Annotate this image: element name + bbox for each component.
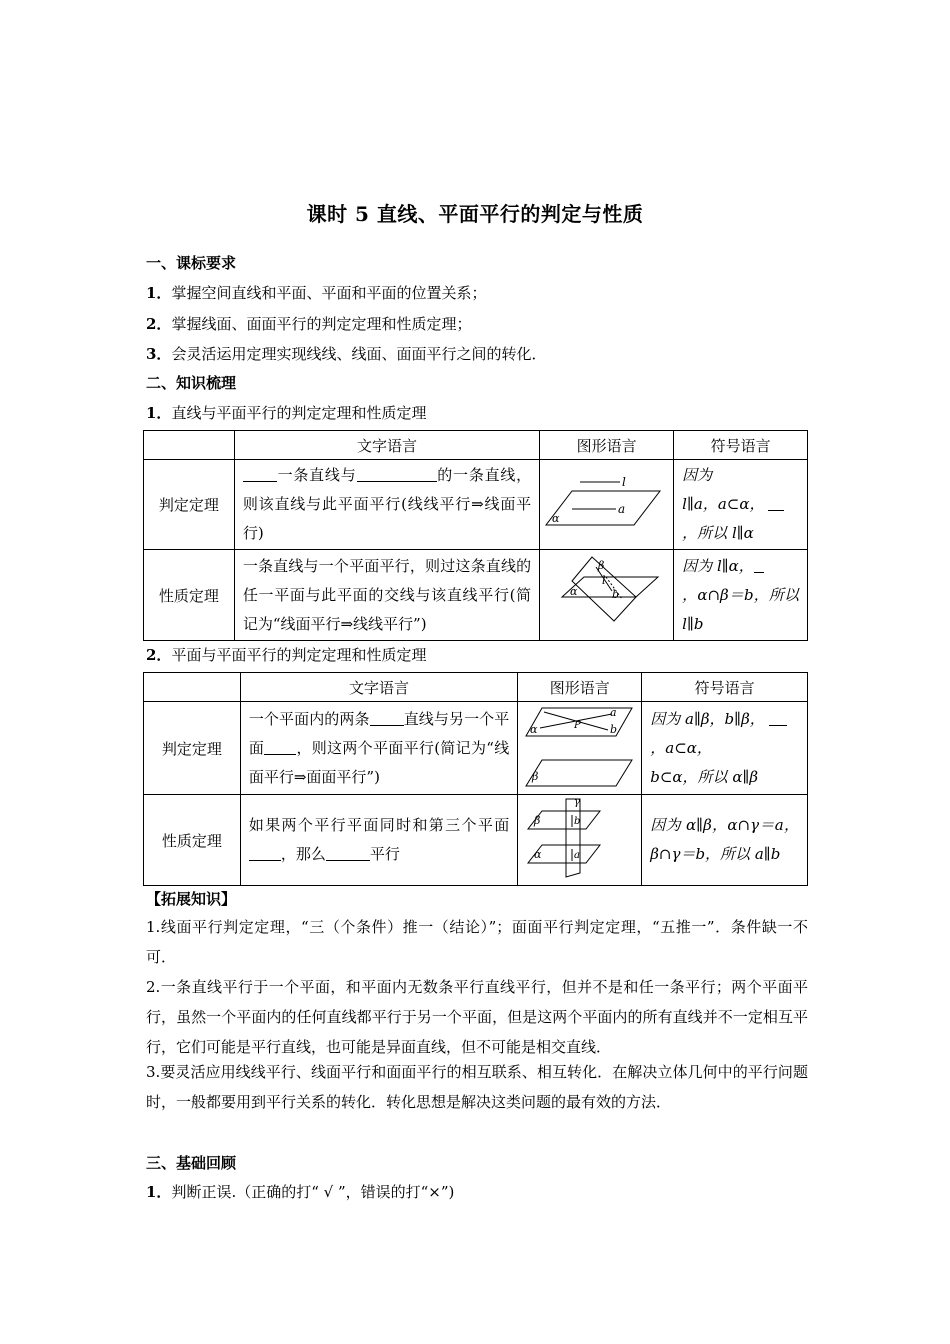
header-figure-language: 图形语言 bbox=[540, 431, 674, 460]
label-alpha: α bbox=[569, 585, 578, 598]
item-number: 3． bbox=[146, 345, 172, 363]
section-heading-standards: 一、课标要求 bbox=[146, 254, 237, 272]
theorem-text: 一条直线与一个平面平行，则过这条直线的任一平面与此平面的交线与该直线平行(简记为“线面平行⇒线线平行”) bbox=[234, 550, 539, 641]
extension-paragraph-2: 2.一条直线平行于一个平面，和平面内无数条平行直线平行，但并不是和任一条平行；两个平面平行，虽然一个平面内的任何直线都平行于另一个平面，但是这两个平面内的所有直线并不一定相互平行，它们可能是平行直线，也可能是异面直线，但不可能是相交直线． bbox=[146, 978, 808, 1056]
row-label: 性质定理 bbox=[144, 550, 235, 641]
fill-blank[interactable] bbox=[357, 466, 437, 482]
list-item bbox=[146, 282, 486, 303]
item-number: 2． bbox=[146, 315, 172, 333]
line-plane-figure bbox=[542, 467, 672, 539]
extension-paragraph-3: 3.要灵活应用线线平行、线面平行和面面平行的相互联系、相互转化．在解决立体几何中的平行问题时，一般都要用到平行关系的转化．转化思想是解决这类问题的最有效的方法． bbox=[146, 1063, 808, 1111]
page-title: 课时 5 直线、平面平行的判定与性质 bbox=[306, 202, 644, 226]
item-text: 会灵活运用定理实现线线、线面、面面平行之间的转化． bbox=[171, 345, 547, 363]
label-alpha: α bbox=[551, 511, 560, 525]
symbol-text: 因为 l∥a，a⊂α， ，所以 l∥α bbox=[674, 460, 808, 550]
figure-cell bbox=[540, 460, 674, 550]
figure-cell bbox=[540, 550, 674, 641]
label-beta: β bbox=[533, 814, 541, 827]
label-beta: β bbox=[597, 559, 605, 572]
label-a: a bbox=[609, 706, 617, 719]
symbol-text: 因为 a∥β，b∥β， ，a⊂α， b⊂α，所以 α∥β bbox=[642, 702, 808, 795]
subsection-title bbox=[146, 402, 426, 423]
extension-heading: 【拓展知识】 bbox=[146, 890, 237, 908]
line-plane-parallel-table bbox=[143, 430, 808, 641]
fill-blank[interactable] bbox=[769, 710, 787, 726]
fill-blank[interactable] bbox=[370, 710, 404, 726]
header-symbol-language: 符号语言 bbox=[642, 673, 808, 702]
item-text: 掌握空间直线和平面、平面和平面的位置关系； bbox=[171, 284, 487, 302]
label-l: l bbox=[621, 474, 626, 489]
list-item bbox=[146, 313, 471, 334]
fill-blank[interactable] bbox=[326, 845, 370, 861]
section-heading-review: 三、基础回顾 bbox=[146, 1154, 237, 1172]
plane-plane-parallel-table bbox=[143, 672, 808, 886]
theorem-text: 一个平面内的两条 直线与另一个平面 ，则这两个平面平行(简记为“线面平行⇒面面平行”) bbox=[240, 702, 517, 795]
fill-blank[interactable] bbox=[243, 466, 277, 482]
header-symbol-language: 符号语言 bbox=[674, 431, 808, 460]
figure-cell bbox=[518, 795, 642, 886]
label-beta: β bbox=[531, 770, 539, 783]
label-a: a bbox=[617, 501, 625, 516]
header-text-language: 文字语言 bbox=[234, 431, 539, 460]
row-label: 判定定理 bbox=[144, 460, 235, 550]
label-b: b bbox=[573, 816, 581, 827]
label-alpha: α bbox=[529, 723, 538, 736]
item-text: 直线与平面平行的判定定理和性质定理 bbox=[171, 404, 427, 422]
label-l: l bbox=[601, 574, 606, 587]
figure-cell bbox=[518, 702, 642, 795]
plane-parallel-judge-figure bbox=[520, 702, 640, 790]
plane-intersection-figure bbox=[542, 553, 672, 633]
theorem-text: 一条直线与 的一条直线，则该直线与此平面平行(线线平行⇒线面平行) bbox=[234, 460, 539, 550]
label-gamma: γ bbox=[573, 797, 580, 808]
label-b: b bbox=[609, 723, 617, 736]
item-text: 掌握线面、面面平行的判定定理和性质定理； bbox=[171, 315, 472, 333]
section-heading-knowledge: 二、知识梳理 bbox=[146, 374, 237, 392]
item-number: 1． bbox=[146, 284, 172, 302]
item-number: 2． bbox=[146, 646, 172, 664]
theorem-text: 如果两个平行平面同时和第三个平面，那么 平行 bbox=[240, 795, 517, 886]
list-item bbox=[146, 343, 546, 364]
label-b: b bbox=[611, 588, 619, 601]
header-figure-language: 图形语言 bbox=[518, 673, 642, 702]
fill-blank[interactable] bbox=[264, 739, 296, 755]
fill-blank[interactable] bbox=[249, 845, 281, 861]
label-alpha: α bbox=[533, 848, 542, 861]
row-label: 判定定理 bbox=[144, 702, 241, 795]
item-number: 1． bbox=[146, 404, 172, 422]
extension-paragraph-1: 1.线面平行判定定理，“三（个条件）推一（结论）”；面面平行判定定理，“五推一”．条件缺一不可． bbox=[146, 918, 808, 966]
row-label: 性质定理 bbox=[144, 795, 241, 886]
label-a: a bbox=[573, 850, 580, 861]
symbol-text: 因为 α∥β，α∩γ＝a，β∩γ＝b，所以 a∥b bbox=[642, 795, 808, 886]
fill-blank[interactable] bbox=[754, 557, 764, 573]
plane-parallel-property-figure bbox=[520, 795, 640, 881]
item-number: 1． bbox=[146, 1183, 172, 1201]
item-text: 平面与平面平行的判定定理和性质定理 bbox=[171, 646, 427, 664]
header-text-language: 文字语言 bbox=[240, 673, 517, 702]
item-text: 判断正误.（正确的打“ √ ”，错误的打“×”) bbox=[171, 1183, 455, 1201]
subsection-title bbox=[146, 644, 426, 665]
label-P: P bbox=[573, 720, 581, 731]
fill-blank[interactable] bbox=[768, 495, 784, 511]
symbol-text: 因为 l∥α， ，α∩β＝b，所以 l∥b bbox=[674, 550, 808, 641]
list-item bbox=[146, 1181, 454, 1202]
